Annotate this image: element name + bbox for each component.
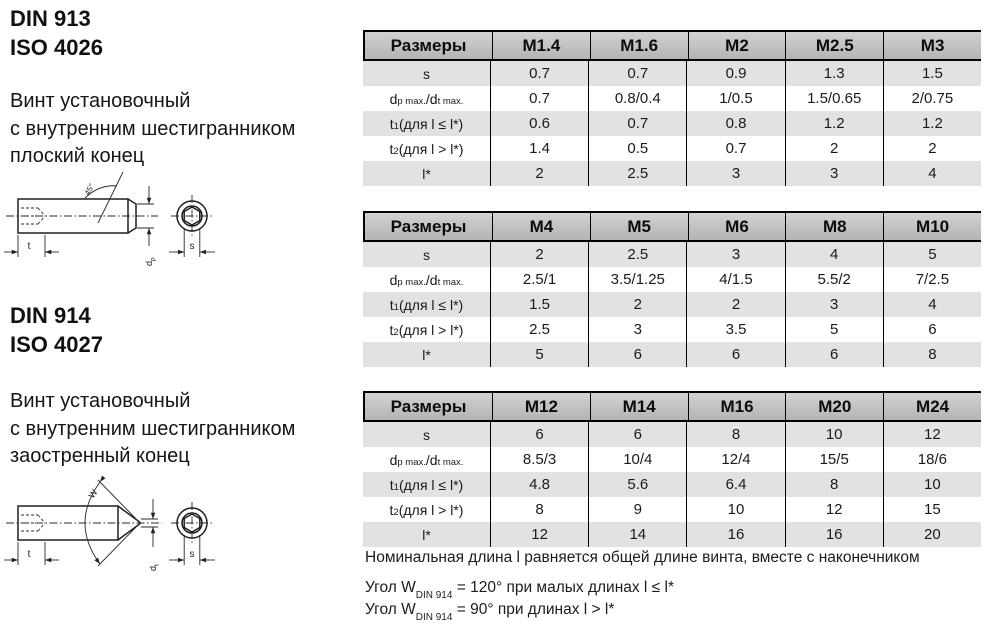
wrench-size-label: s: [189, 241, 195, 252]
socket-depth-label: t: [27, 241, 31, 252]
table-row: [363, 472, 981, 497]
value-cell: 1/0.5: [686, 86, 784, 111]
table-row: [363, 242, 981, 267]
text-segment: Номинальная длина l равняется общей длине винта, вместе с наконечником: [365, 549, 920, 566]
tip-diameter-label: $d_t$: [148, 564, 161, 571]
flat-point-screw-diagram: [0, 166, 235, 281]
socket-depth-label: t: [27, 549, 31, 560]
description-line: плоский конец: [10, 145, 145, 167]
column-header-M12: M12: [492, 393, 590, 420]
row-label: t $_1$ (для l ≤ l*): [389, 115, 464, 132]
text-segment: l*: [422, 526, 431, 543]
value-cell: 3: [686, 242, 784, 267]
wrench-size-dimension: [169, 228, 215, 257]
column-header-M1.6: M1.6: [590, 32, 688, 59]
value-cell: 3.5: [686, 317, 784, 342]
standard-iso-number: ISO 4027: [10, 332, 103, 357]
value-cell: 1.5: [883, 61, 981, 86]
text-segment: = 90° при длинах l > l*: [452, 601, 615, 618]
value-cell: 8: [490, 497, 588, 522]
cone-angle-label: W: [86, 487, 100, 501]
table-row: [363, 111, 981, 136]
value-cell: 10: [883, 472, 981, 497]
value-cell: 12: [883, 422, 981, 447]
column-header-M14: M14: [590, 393, 688, 420]
column-header-M8: M8: [785, 213, 883, 240]
text-segment: (для l ≤ l*): [398, 476, 464, 493]
row-label: t $_1$ (для l ≤ l*): [389, 476, 464, 493]
description-din913: [10, 88, 295, 171]
value-cell: 5: [490, 342, 588, 367]
value-cell: 0.8: [686, 111, 784, 136]
value-cell: 0.7: [490, 61, 588, 86]
dimensions-table-m1.4-m3: [363, 30, 981, 186]
value-cell: 1.3: [785, 61, 883, 86]
dimensions-table-m12-m24: [363, 391, 981, 547]
value-cell: 15/5: [785, 447, 883, 472]
value-cell: 8: [686, 422, 784, 447]
value-cell: 8: [785, 472, 883, 497]
socket-depth-dimension: [4, 542, 59, 565]
value-cell: 1.5: [490, 292, 588, 317]
description-line: с внутренним шестигранником: [10, 417, 296, 440]
table-header-row: [363, 391, 981, 422]
end-view: [169, 502, 215, 565]
standard-din-number: DIN 914: [10, 303, 91, 328]
value-cell: 20: [883, 522, 981, 547]
subscript-text: DIN 914: [415, 612, 453, 624]
row-label: t $_2$ (для l > l*): [389, 501, 464, 518]
text-segment: t: [389, 476, 394, 493]
value-cell: 6: [588, 342, 686, 367]
column-header-M20: M20: [785, 393, 883, 420]
value-cell: 3: [686, 161, 784, 186]
value-cell: 5.5/2: [785, 267, 883, 292]
value-cell: 12/4: [686, 447, 784, 472]
text-segment: Угол W: [365, 601, 416, 618]
value-cell: 5: [883, 242, 981, 267]
table-row: [363, 61, 981, 86]
table-row: [363, 161, 981, 186]
table-row: [363, 292, 981, 317]
value-cell: 15: [883, 497, 981, 522]
table-row: [363, 86, 981, 111]
column-header-M16: M16: [688, 393, 786, 420]
text-segment: t: [389, 296, 394, 313]
table-row: [363, 497, 981, 522]
text-segment: d: [389, 271, 398, 288]
value-cell: 0.5: [588, 136, 686, 161]
text-segment: t: [389, 115, 394, 132]
text-segment: /d: [425, 90, 438, 107]
text-segment: s: [423, 426, 430, 443]
column-header-M1.4: M1.4: [492, 32, 590, 59]
note-angle-90: [365, 601, 615, 624]
column-header-M2: M2: [688, 32, 786, 59]
column-header-M24: M24: [883, 393, 981, 420]
column-header-M4: M4: [492, 213, 590, 240]
value-cell: 0.6: [490, 111, 588, 136]
column-header-M10: M10: [883, 213, 981, 240]
value-cell: 0.8/0.4: [588, 86, 686, 111]
value-cell: 9: [588, 497, 686, 522]
value-cell: 18/6: [883, 447, 981, 472]
row-label: [363, 61, 490, 86]
column-header-M6: M6: [688, 213, 786, 240]
dimensions-table-m4-m10: [363, 211, 981, 367]
standard-din-number: DIN 913: [10, 6, 91, 31]
description-line: Винт установочный: [10, 390, 191, 412]
row-label: d $_{p max.}$ /d $_{t max.}$: [389, 90, 464, 107]
chamfer-angle-label: 45°: [82, 182, 97, 197]
note-nominal-length: [365, 549, 920, 567]
description-din914: [10, 388, 295, 471]
value-cell: 2.5: [490, 317, 588, 342]
text-segment: Угол W: [365, 579, 416, 596]
value-cell: 2/0.75: [883, 86, 981, 111]
value-cell: 5.6: [588, 472, 686, 497]
value-cell: 12: [490, 522, 588, 547]
row-label: [363, 342, 490, 367]
value-cell: 4: [883, 161, 981, 186]
value-cell: 0.7: [588, 61, 686, 86]
text-segment: (для l > l*): [398, 140, 464, 157]
text-segment: l*: [422, 346, 431, 363]
value-cell: 12: [785, 497, 883, 522]
table-row: [363, 342, 981, 367]
value-cell: 2: [490, 161, 588, 186]
description-line: Винт установочный: [10, 90, 191, 112]
drawing-flat-point-set-screw: [0, 166, 235, 286]
value-cell: 6: [490, 422, 588, 447]
value-cell: 4: [883, 292, 981, 317]
value-cell: 16: [686, 522, 784, 547]
column-header-sizes: Размеры: [390, 35, 467, 55]
value-cell: 2.5: [588, 242, 686, 267]
row-label: t $_2$ (для l > l*): [389, 321, 464, 338]
column-header-sizes: Размеры: [390, 396, 467, 416]
row-label: [363, 522, 490, 547]
value-cell: 3.5/1.25: [588, 267, 686, 292]
value-cell: 4: [785, 242, 883, 267]
text-segment: d: [389, 451, 398, 468]
chamfer-angle-callout: [83, 172, 123, 223]
text-segment: t: [389, 140, 394, 157]
row-label: t $_1$ (для l ≤ l*): [389, 296, 464, 313]
value-cell: 10: [686, 497, 784, 522]
value-cell: 0.7: [490, 86, 588, 111]
value-cell: 8: [883, 342, 981, 367]
side-view: [4, 480, 162, 571]
value-cell: 3: [785, 292, 883, 317]
value-cell: 6: [883, 317, 981, 342]
row-label: t $_2$ (для l > l*): [389, 140, 464, 157]
value-cell: 2.5: [588, 161, 686, 186]
text-segment: (для l > l*): [398, 501, 464, 518]
value-cell: 6: [588, 422, 686, 447]
table-row: [363, 422, 981, 447]
value-cell: 1.4: [490, 136, 588, 161]
value-cell: 4.8: [490, 472, 588, 497]
row-label: d $_{p max.}$ /d $_{t max.}$: [389, 451, 464, 468]
value-cell: 3: [588, 317, 686, 342]
cone-point-screw-diagram: [0, 468, 235, 590]
table-row: [363, 136, 981, 161]
value-cell: 8.5/3: [490, 447, 588, 472]
value-cell: 6: [686, 342, 784, 367]
value-cell: 6: [785, 342, 883, 367]
standard-title-din914: [10, 301, 103, 359]
row-label: [363, 422, 490, 447]
value-cell: 2: [785, 136, 883, 161]
text-segment: s: [423, 246, 430, 263]
table-header-row: [363, 211, 981, 242]
value-cell: 1.2: [785, 111, 883, 136]
value-cell: 0.9: [686, 61, 784, 86]
text-segment: (для l ≤ l*): [398, 296, 464, 313]
text-segment: (для l > l*): [398, 321, 464, 338]
value-cell: 5: [785, 317, 883, 342]
value-cell: 14: [588, 522, 686, 547]
column-header-M3: M3: [883, 32, 981, 59]
table-row: [363, 522, 981, 547]
end-view: [169, 195, 215, 257]
tip-diameter-dimension: [141, 499, 161, 571]
text-segment: t: [389, 501, 394, 518]
subscript-text: DIN 914: [415, 590, 453, 602]
value-cell: 10: [785, 422, 883, 447]
side-view: [4, 172, 158, 266]
value-cell: 2: [588, 292, 686, 317]
value-cell: 2: [686, 292, 784, 317]
description-line: заостренный конец: [10, 445, 190, 467]
standard-title-din913: [10, 4, 103, 62]
row-label: d $_{p max.}$ /d $_{t max.}$: [389, 271, 464, 288]
text-segment: /d: [425, 451, 438, 468]
column-header-sizes: Размеры: [390, 216, 467, 236]
text-segment: s: [423, 65, 430, 82]
table-row: [363, 447, 981, 472]
value-cell: 2: [490, 242, 588, 267]
value-cell: 6.4: [686, 472, 784, 497]
value-cell: 10/4: [588, 447, 686, 472]
note-angle-120: [365, 579, 674, 602]
row-label: [363, 161, 490, 186]
value-cell: 7/2.5: [883, 267, 981, 292]
column-header-M5: M5: [590, 213, 688, 240]
table-row: [363, 317, 981, 342]
socket-depth-dimension: [4, 235, 59, 257]
value-cell: 1.5/0.65: [785, 86, 883, 111]
point-diameter-label: $d_p$: [144, 257, 157, 266]
value-cell: 2: [883, 136, 981, 161]
value-cell: 1.2: [883, 111, 981, 136]
table-row: [363, 267, 981, 292]
table-header-row: [363, 30, 981, 61]
wrench-size-dimension: [169, 535, 215, 565]
standard-iso-number: ISO 4026: [10, 35, 103, 60]
value-cell: 0.7: [588, 111, 686, 136]
column-header-M2.5: M2.5: [785, 32, 883, 59]
value-cell: 2.5/1: [490, 267, 588, 292]
text-segment: d: [389, 90, 398, 107]
row-label: [363, 242, 490, 267]
value-cell: 16: [785, 522, 883, 547]
wrench-size-label: s: [189, 549, 195, 560]
value-cell: 0.7: [686, 136, 784, 161]
text-segment: = 120° при малых длинах l ≤ l*: [452, 579, 674, 596]
drawing-cone-point-set-screw: [0, 468, 235, 595]
description-line: с внутренним шестигранником: [10, 117, 296, 140]
value-cell: 4/1.5: [686, 267, 784, 292]
text-segment: t: [389, 321, 394, 338]
text-segment: /d: [425, 271, 438, 288]
text-segment: l*: [422, 165, 431, 182]
point-diameter-dimension: [137, 186, 157, 266]
text-segment: (для l ≤ l*): [398, 115, 464, 132]
value-cell: 3: [785, 161, 883, 186]
